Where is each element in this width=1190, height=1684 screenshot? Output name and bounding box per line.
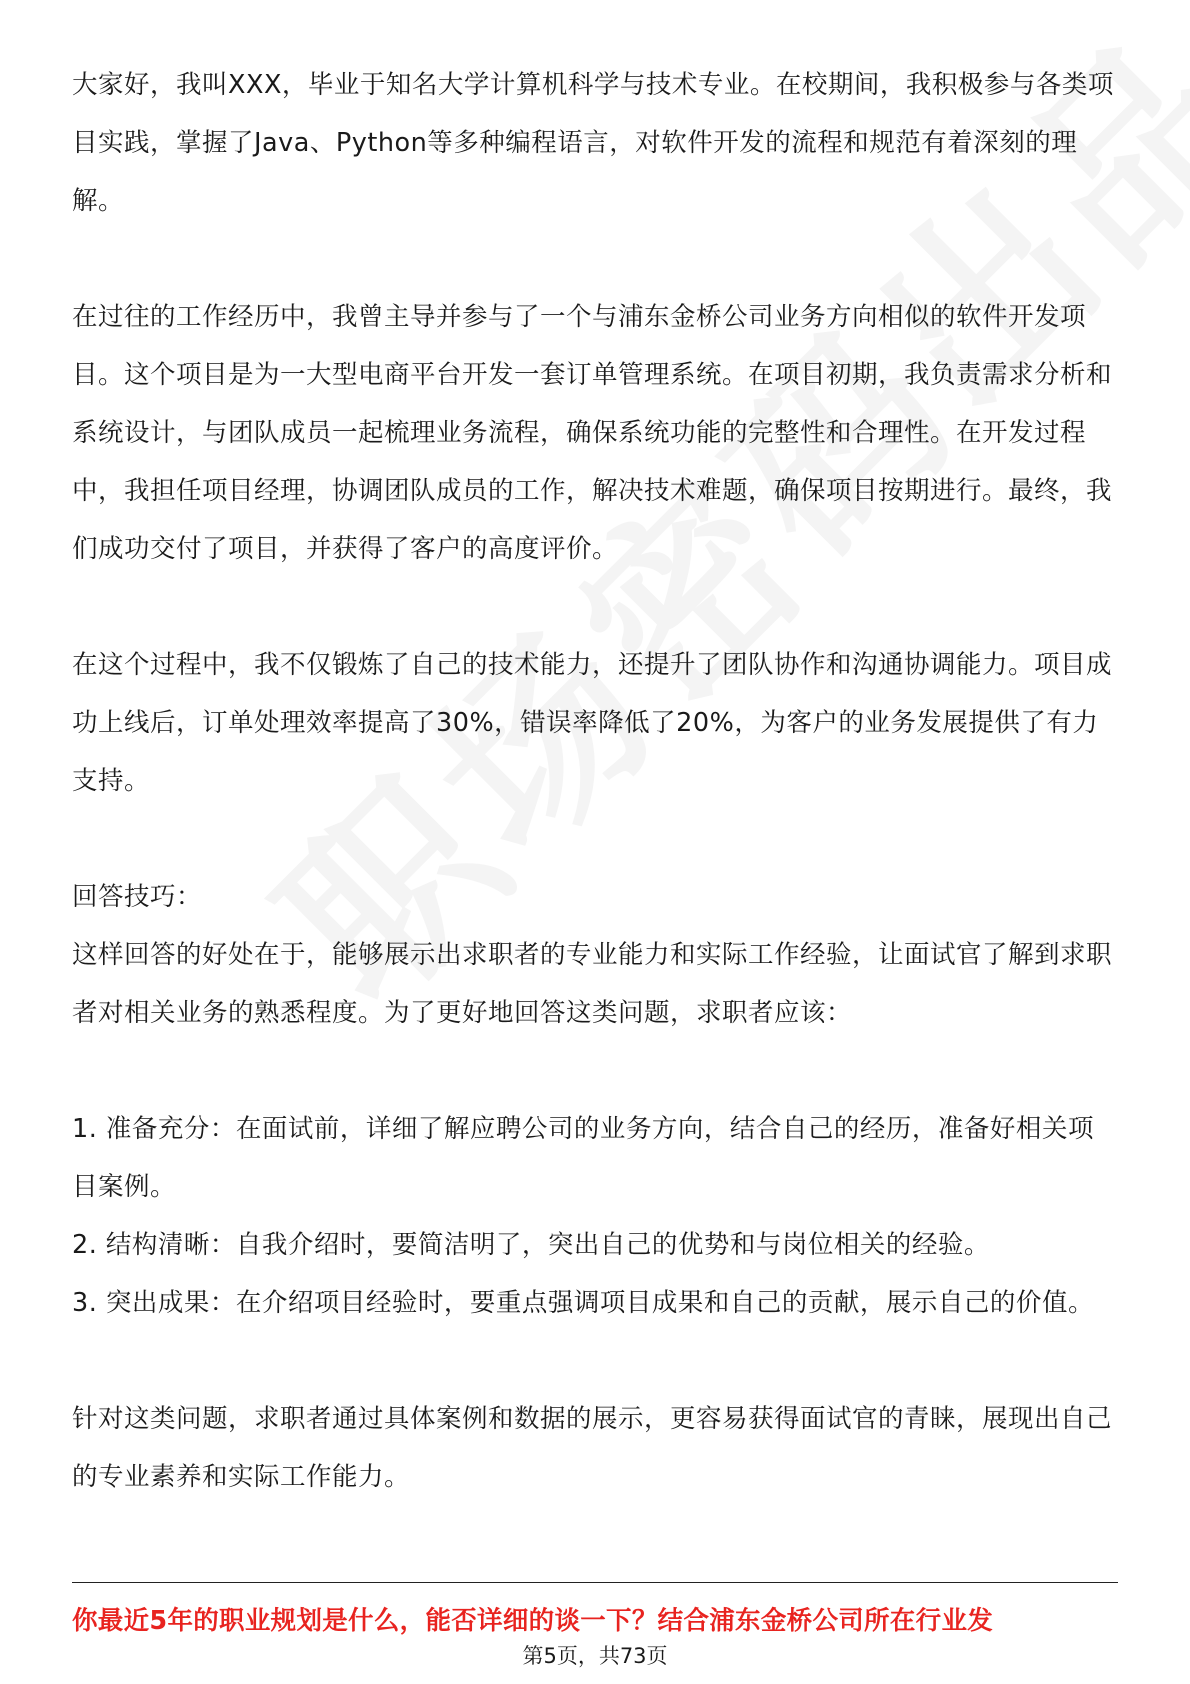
page-number: 第5页，共73页 <box>522 1644 668 1668</box>
answer-body <box>72 56 1118 1506</box>
next-question-heading: 你最近5年的职业规划是什么，能否详细的谈一下？结合浦东金桥公司所在行业发 <box>72 1606 994 1636</box>
tip-item-2: 2. 结构清晰：自我介绍时，要简洁明了，突出自己的优势和与岗位相关的经验。 <box>72 1230 990 1260</box>
paragraph-experience: 在过往的工作经历中，我曾主导并参与了一个与浦东金桥公司业务方向相似的软件开发项目。这个项目是为一大型电商平台开发一套订单管理系统。在项目初期，我负责需求分析和系统设计，与团队成员一起梳理业务流程，确保系统功能的完整性和合理性。在开发过程中，我担任项目经理，协调团队成员的工作，解决技术难题，确保项目按期进行。最终，我们成功交付了项目，并获得了客户的高度评价。 <box>72 302 1113 564</box>
tip-item-3: 3. 突出成果：在介绍项目经验时，要重点强调项目成果和自己的贡献，展示自己的价值。 <box>72 1288 1094 1318</box>
tips-heading: 回答技巧： <box>72 882 203 912</box>
divider <box>72 1582 1118 1583</box>
tip-item-1: 1. 准备充分：在面试前，详细了解应聘公司的业务方向，结合自己的经历，准备好相关项目案例。 <box>72 1114 1094 1202</box>
paragraph-intro: 大家好，我叫XXX，毕业于知名大学计算机科学与技术专业。在校期间，我积极参与各类项目实践，掌握了Java、Python等多种编程语言，对软件开发的流程和规范有着深刻的理解。 <box>72 70 1114 216</box>
paragraph-results: 在这个过程中，我不仅锻炼了自己的技术能力，还提升了团队协作和沟通协调能力。项目成功上线后，订单处理效率提高了30%，错误率降低了20%，为客户的业务发展提供了有力支持。 <box>72 650 1113 796</box>
paragraph-tips-intro: 这样回答的好处在于，能够展示出求职者的专业能力和实际工作经验，让面试官了解到求职者对相关业务的熟悉程度。为了更好地回答这类问题，求职者应该： <box>72 940 1113 1028</box>
paragraph-conclusion: 针对这类问题，求职者通过具体案例和数据的展示，更容易获得面试官的青睐，展现出自己的专业素养和实际工作能力。 <box>72 1404 1113 1492</box>
